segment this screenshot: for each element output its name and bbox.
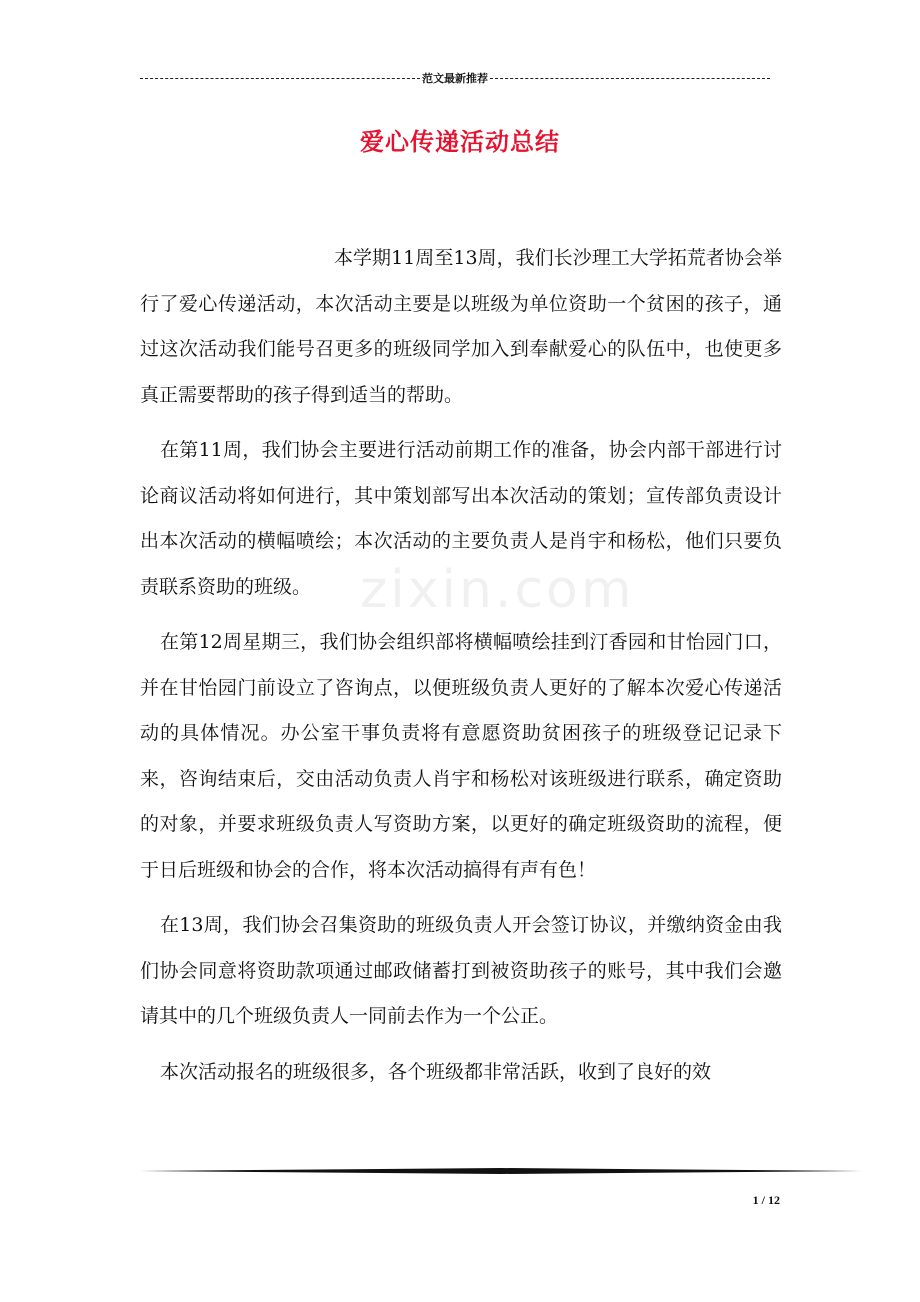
document-title: 爱心传递活动总结 [360, 127, 560, 156]
paragraph-5: 本次活动报名的班级很多，各个班级都非常活跃，收到了良好的效 [160, 1060, 712, 1083]
page-number: 1 / 12 [752, 1193, 780, 1207]
paragraph-4: 在13周，我们协会召集资助的班级负责人开会签订协议，并缴纳资金由我们协会同意将资助款项通过邮政储蓄打到被资助孩子的账号，其中我们会邀请其中的几个班级负责人一同前去作为一个公正。 [140, 914, 782, 1027]
header-banner [140, 68, 770, 88]
footer-divider [140, 1168, 862, 1174]
document-body [140, 236, 782, 1105]
header-dash-left [140, 78, 420, 79]
watermark-text: zixin.com [360, 560, 635, 620]
paragraph-1: 本学期11周至13周，我们长沙理工大学拓荒者协会举行了爱心传递活动，本次活动主要是以班级为单位资助一个贫困的孩子，通过这次活动我们能号召更多的班级同学加入到奉献爱心的队伍中，也使更多真正需要帮助的孩子得到适当的帮助。 [140, 247, 782, 406]
paragraph-2: 在第11周，我们协会主要进行活动前期工作的准备，协会内部干部进行讨论商议活动将如何进行，其中策划部写出本次活动的策划；宣传部负责设计出本次活动的横幅喷绘；本次活动的主要负责人是肖宇和杨松，他们只要负责联系资助的班级。 [140, 439, 782, 598]
header-label: 范文最新推荐 [422, 72, 488, 85]
header-dash-right [490, 78, 770, 79]
paragraph-3: 在第12周星期三，我们协会组织部将横幅喷绘挂到汀香园和甘怡园门口，并在甘怡园门前设立了咨询点，以便班级负责人更好的了解本次爱心传递活动的具体情况。办公室干事负责将有意愿资助贫困孩子的班级登记记录下来，咨询结束后，交由活动负责人肖宇和杨松对该班级进行联系，确定资助的对象，并要求班级负责人写资助方案，以更好的确定班级资助的流程，便于日后班级和协会的合作，将本次活动搞得有声有色！ [140, 631, 782, 881]
